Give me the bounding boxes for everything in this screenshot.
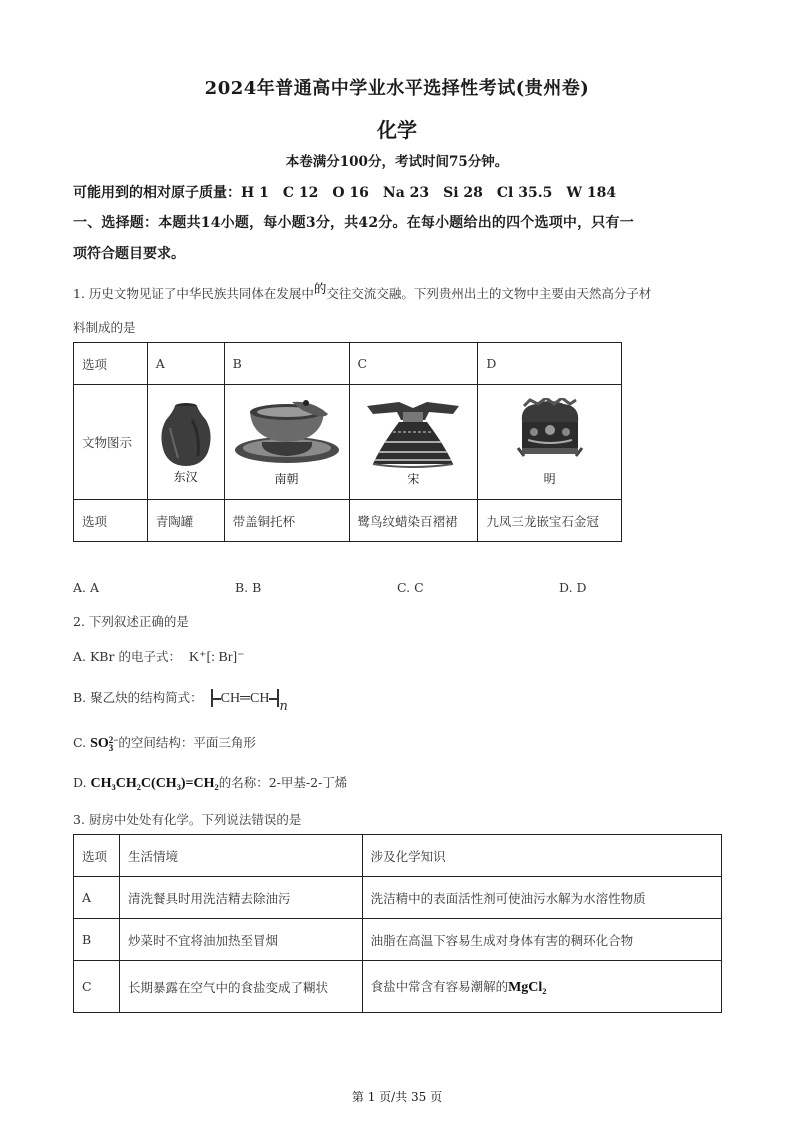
exam-note: 本卷满分100分，考试时间75分钟。 [285, 154, 509, 170]
mgcl2-formula: MgCl₂ [508, 980, 547, 995]
table-row [74, 343, 622, 385]
sulfite-indices [109, 736, 119, 752]
q1-stem-line2: 料制成的是 [73, 320, 136, 335]
table-cell: 清洗餐具时用洗洁精去除油污 [119, 877, 362, 919]
q3-stem: 3. 厨房中处处有化学。下列说法错误的是 [73, 812, 302, 827]
q1-option-b[interactable]: B. B [235, 580, 262, 595]
q2-b-prefix: B. 聚乙炔的结构简式： [73, 690, 203, 705]
polymer-degree-n: n [279, 699, 288, 714]
table-cell: C [349, 343, 478, 385]
table-cell: 长期暴露在空气中的食盐变成了糊状 [119, 961, 362, 1013]
artifact-cell-c [349, 385, 478, 500]
table-cell: 文物图示 [74, 385, 148, 500]
q1-stem [73, 281, 733, 302]
q1-stem-part2: 交往交流交融。下列贵州出土的文物中主要由天然高分子材 [326, 286, 652, 301]
q1-stem-mark: 的 [313, 281, 327, 296]
table-cell: B [74, 919, 120, 961]
polyacetylene-repeat-unit: CH═CH [220, 691, 270, 706]
q2-a-prefix: A. KBr 的电子式： [73, 649, 181, 664]
artifact-caption-a: 东汉 [173, 469, 198, 484]
artifact-cell-b [224, 385, 349, 500]
table-row [74, 919, 722, 961]
q1-option-c[interactable]: C. C [397, 580, 424, 595]
table-header-cell: 涉及化学知识 [362, 835, 721, 877]
artifact-caption-c: 宋 [407, 471, 420, 486]
q3-kitchen-table [73, 834, 722, 1013]
q2-option-d[interactable] [73, 773, 347, 792]
q2-d-text: 的名称：2-甲基-2-丁烯 [218, 775, 348, 790]
table-row [74, 877, 722, 919]
page-footer: 第 1 页/共 35 页 [351, 1090, 443, 1104]
section-instruction-line1: 一、选择题：本题共14小题，每小题3分，共42分。在每小题给出的四个选项中，只有一 [73, 215, 634, 231]
polyacetylene-formula [211, 691, 280, 707]
table-row [74, 385, 622, 500]
artifact-caption-b: 南朝 [274, 471, 299, 486]
table-cell [362, 961, 721, 1013]
table-cell: D [478, 343, 622, 385]
table-cell: A [74, 877, 120, 919]
q2-c-text: 的空间结构：平面三角形 [118, 735, 256, 750]
section-instruction-line2: 项符合题目要求。 [73, 246, 185, 262]
atomic-masses: 可能用到的相对原子质量：H 1 C 12 O 16 Na 23 Si 28 Cl 35.5 W 184 [73, 185, 617, 201]
q1-artifact-table [73, 342, 622, 542]
pottery-jar-image [156, 400, 216, 468]
q2-d-prefix: D. [73, 775, 91, 790]
table-cell: 鹭鸟纹蜡染百褶裙 [349, 500, 478, 542]
table-cell: A [147, 343, 224, 385]
pleated-skirt-image [363, 398, 463, 470]
q2-option-a[interactable] [73, 647, 245, 666]
q2-option-b[interactable] [73, 688, 288, 714]
q2-option-c[interactable] [73, 733, 256, 752]
table-cell: 带盖铜托杯 [224, 500, 349, 542]
table-header-cell: 选项 [74, 835, 120, 877]
table-cell: 炒菜时不宜将油加热至冒烟 [119, 919, 362, 961]
table-cell: 洗洁精中的表面活性剂可使油污水解为水溶性物质 [362, 877, 721, 919]
table-cell: 选项 [74, 343, 148, 385]
bronze-cup-image [232, 398, 342, 470]
methylbutene-formula: CH₃CH₂C(CH₃)=CH₂ [90, 776, 219, 791]
q1-stem-part1: 1. 历史文物见证了中华民族共同体在发展中 [73, 286, 314, 301]
exam-title: 2024年普通高中学业水平选择性考试(贵州卷) [204, 78, 590, 99]
sulfite-ion [90, 736, 118, 751]
kbr-electron-formula: K⁺[: Br]⁻ [188, 650, 245, 665]
table-cell: 青陶罐 [147, 500, 224, 542]
sulfite-symbol: SO [90, 736, 109, 751]
table-row [74, 500, 622, 542]
table-cell: 油脂在高温下容易生成对身体有害的稠环化合物 [362, 919, 721, 961]
q2-c-prefix: C. [73, 735, 91, 750]
table-cell: 选项 [74, 500, 148, 542]
gold-crown-image [510, 398, 590, 470]
artifact-cell-a [147, 385, 224, 500]
q2-stem: 2. 下列叙述正确的是 [73, 614, 189, 629]
q1-option-a[interactable]: A. A [73, 580, 100, 595]
table-row [74, 961, 722, 1013]
sulfite-charge: 2− [108, 734, 119, 745]
artifact-cell-d [478, 385, 622, 500]
table-cell: B [224, 343, 349, 385]
q1-option-d[interactable]: D. D [559, 580, 587, 595]
table-cell: 九凤三龙嵌宝石金冠 [478, 500, 622, 542]
table-row [74, 835, 722, 877]
table-cell: C [74, 961, 120, 1013]
artifact-caption-d: 明 [543, 471, 556, 486]
table-header-cell: 生活情境 [119, 835, 362, 877]
subject-title: 化学 [377, 118, 417, 142]
knowledge-text: 食盐中常含有容易潮解的 [370, 979, 509, 994]
sulfite-subscript: 3 [108, 742, 114, 753]
